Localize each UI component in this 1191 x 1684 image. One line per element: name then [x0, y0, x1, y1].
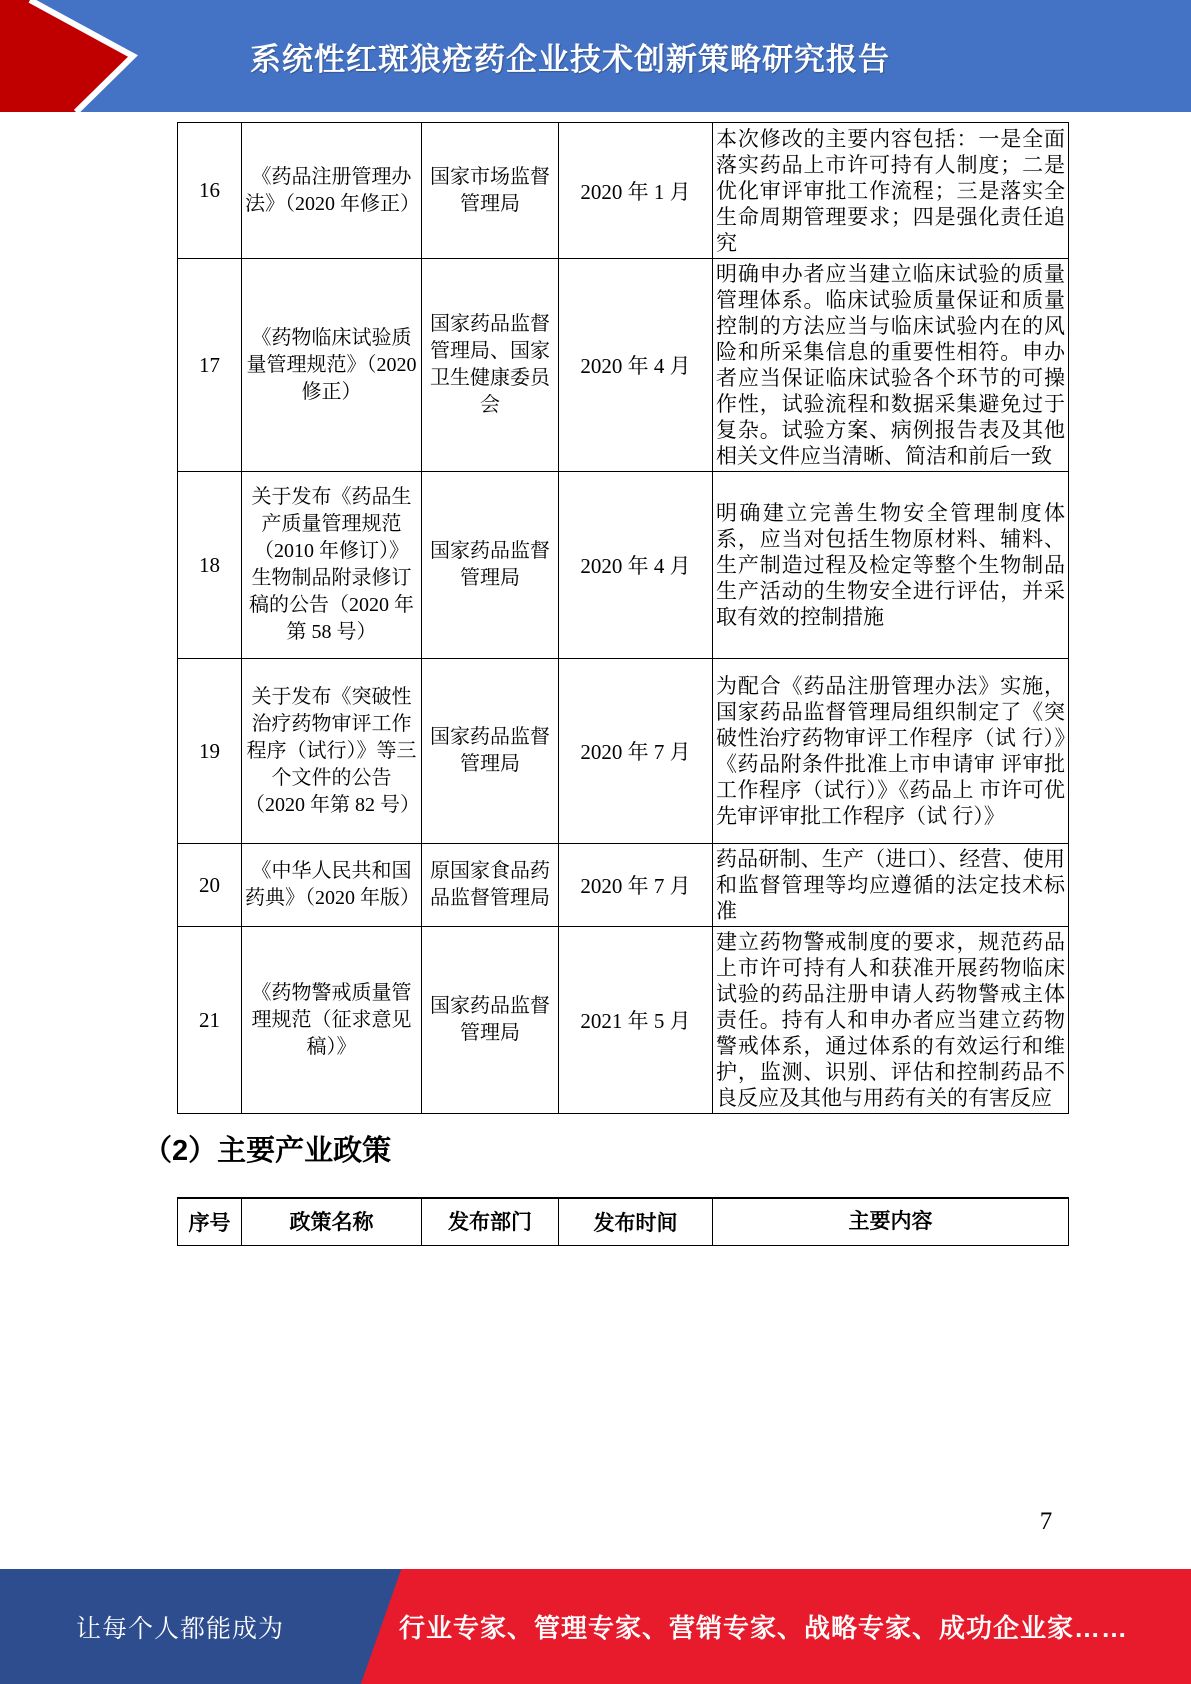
row-number: 16	[178, 123, 242, 259]
issue-date: 2020 年 7 月	[559, 659, 713, 844]
issuing-department: 国家市场监督管理局	[422, 123, 559, 259]
page-title: 系统性红斑狼疮药企业技术创新策略研究报告	[250, 41, 890, 77]
main-content: 药品研制、生产（进口）、经营、使用和监督管理等均应遵循的法定技术标准	[713, 844, 1069, 927]
issue-date: 2020 年 1 月	[559, 123, 713, 259]
column-header-date: 发布时间	[559, 1198, 713, 1246]
issue-date: 2020 年 7 月	[559, 844, 713, 927]
issuing-department: 国家药品监督管理局	[422, 472, 559, 659]
row-number: 17	[178, 259, 242, 472]
header-band	[0, 0, 1191, 112]
issuing-department: 国家药品监督管理局	[422, 927, 559, 1114]
issuing-department: 国家药品监督管理局、国家卫生健康委员会	[422, 259, 559, 472]
policy-name: 关于发布《突破性治疗药物审评工作程序（试行）》等三个文件的公告（2020 年第 82 号）	[242, 659, 422, 844]
policy-name: 《药品注册管理办法》（2020 年修正）	[242, 123, 422, 259]
column-header-no: 序号	[178, 1198, 242, 1246]
issuing-department: 原国家食品药品监督管理局	[422, 844, 559, 927]
section-heading: （2）主要产业政策	[143, 1135, 392, 1167]
table-row	[178, 844, 1069, 927]
policy-name: 《药物临床试验质量管理规范》（2020 修正）	[242, 259, 422, 472]
table-row	[178, 659, 1069, 844]
issuing-department: 国家药品监督管理局	[422, 659, 559, 844]
column-header-department: 发布部门	[422, 1198, 559, 1246]
main-content: 为配合《药品注册管理办法》实施，国家药品监督管理局组织制定了《突破性治疗药物审评工作程序（试 行）》《药品附条件批准上市申请审 评审批工作程序（试行）》《药品上 市许可优先审评审批工作程序（试 行）》	[713, 659, 1069, 844]
issue-date: 2021 年 5 月	[559, 927, 713, 1114]
table-row	[178, 472, 1069, 659]
page-number: 7	[1039, 1508, 1053, 1535]
column-header-policy-name: 政策名称	[242, 1198, 422, 1246]
policy-name: 关于发布《药品生产质量管理规范（2010 年修订）》生物制品附录修订稿的公告（2020 年第 58 号）	[242, 472, 422, 659]
table-row	[178, 123, 1069, 259]
main-content: 建立药物警戒制度的要求，规范药品上市许可持有人和获准开展药物临床试验的药品注册申请人药物警戒主体责任。持有人和申办者应当建立药物警戒体系，通过体系的有效运行和维护，监测、识别、评估和控制药品不良反应及其他与用药有关的有害反应	[713, 927, 1069, 1114]
footer-slogan-right: 行业专家、管理专家、营销专家、战略专家、成功企业家……	[399, 1613, 1129, 1643]
row-number: 18	[178, 472, 242, 659]
issue-date: 2020 年 4 月	[559, 472, 713, 659]
main-content: 本次修改的主要内容包括：一是全面落实药品上市许可持有人制度；二是优化审评审批工作流程；三是落实全生命周期管理要求；四是强化责任追究	[713, 123, 1069, 259]
industry-policy-table	[177, 1197, 1069, 1246]
column-header-content: 主要内容	[713, 1198, 1069, 1246]
row-number: 19	[178, 659, 242, 844]
main-content: 明确申办者应当建立临床试验的质量管理体系。临床试验质量保证和质量控制的方法应当与临床试验内在的风险和所采集信息的重要性相符。申办者应当保证临床试验各个环节的可操作性，试验流程和数据采集避免过于复杂。试验方案、病例报告表及其他相关文件应当清晰、简洁和前后一致	[713, 259, 1069, 472]
row-number: 21	[178, 927, 242, 1114]
chevron-arrow-icon	[0, 0, 160, 112]
table-row	[178, 259, 1069, 472]
main-content: 明确建立完善生物安全管理制度体系，应当对包括生物原材料、辅料、生产制造过程及检定等整个生物制品生产活动的生物安全进行评估，并采取有效的控制措施	[713, 472, 1069, 659]
policy-name: 《中华人民共和国药典》（2020 年版）	[242, 844, 422, 927]
row-number: 20	[178, 844, 242, 927]
table-row	[178, 927, 1069, 1114]
policy-name: 《药物警戒质量管理规范（征求意见稿）》	[242, 927, 422, 1114]
issue-date: 2020 年 4 月	[559, 259, 713, 472]
policy-table-continued	[177, 122, 1069, 1114]
footer-slogan-left: 让每个人都能成为	[75, 1614, 284, 1643]
table-header-row	[178, 1198, 1069, 1246]
